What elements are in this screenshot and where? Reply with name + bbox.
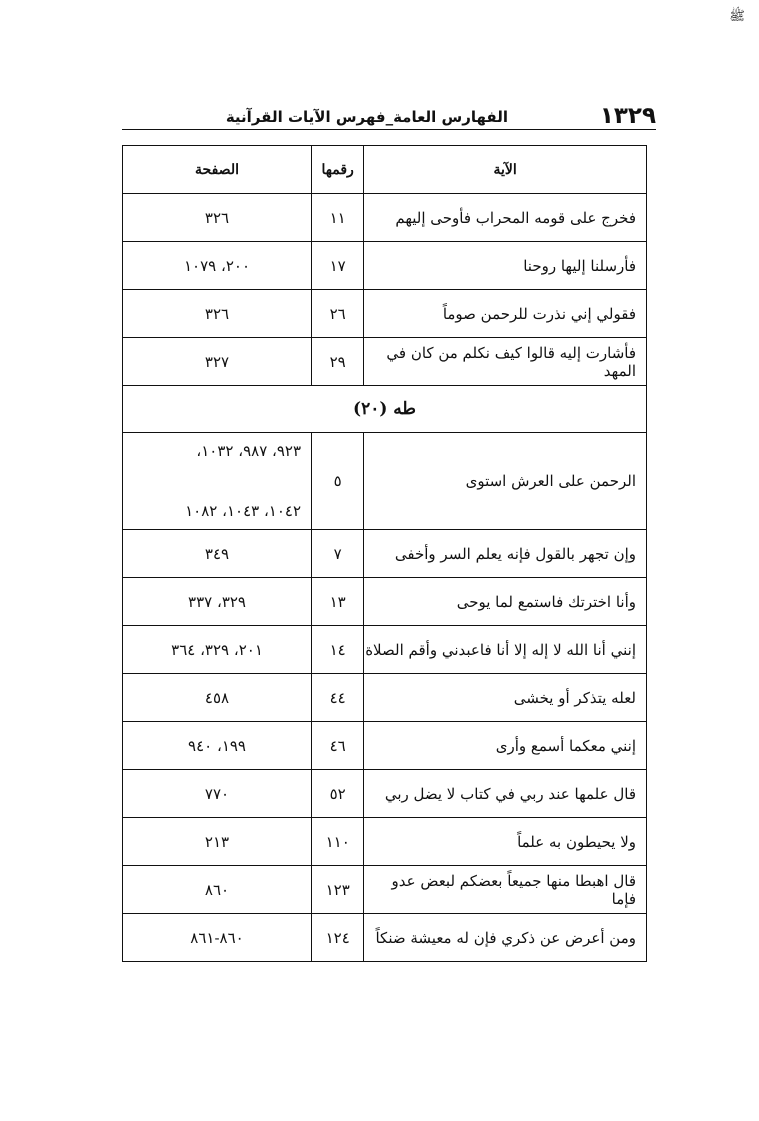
- verse-number-cell: ١١٠: [312, 818, 364, 866]
- verse-cell: الرحمن على العرش استوى: [364, 433, 647, 530]
- verse-cell: فأرسلنا إليها روحنا: [364, 242, 647, 290]
- page-cell: [123, 433, 312, 530]
- page-cell: ٣٢٦: [123, 290, 312, 338]
- verse-index-table: [122, 145, 647, 962]
- verse-cell: إنني أنا الله لا إله إلا أنا فاعبدني وأقم الصلاة: [364, 626, 647, 674]
- table-row: [123, 770, 647, 818]
- page-number: ١٣٢٩: [599, 103, 656, 129]
- table-row: [123, 290, 647, 338]
- verse-number-cell: ٢٩: [312, 338, 364, 386]
- verse-cell: فخرج على قومه المحراب فأوحى إليهم: [364, 194, 647, 242]
- verse-cell: قال اهبطا منها جميعاً بعضكم لبعض عدو فإما: [364, 866, 647, 914]
- table-row: [123, 674, 647, 722]
- verse-cell: وإن تجهر بالقول فإنه يعلم السر وأخفى: [364, 530, 647, 578]
- corner-mark: ﷺ: [729, 9, 745, 24]
- header-verse: الآية: [364, 146, 647, 194]
- table-row: [123, 530, 647, 578]
- verse-cell: ولا يحيطون به علماً: [364, 818, 647, 866]
- table-row: [123, 433, 647, 530]
- page-cell: ٣٤٩: [123, 530, 312, 578]
- page-cell: ٤٥٨: [123, 674, 312, 722]
- verse-number-cell: ١١: [312, 194, 364, 242]
- header-page: الصفحة: [123, 146, 312, 194]
- page-cell: ٨٦٠: [123, 866, 312, 914]
- page-cell: ٢٠١، ٣٢٩، ٣٦٤: [123, 626, 312, 674]
- verse-number-cell: ١٧: [312, 242, 364, 290]
- verse-number-cell: ١٢٣: [312, 866, 364, 914]
- page-cell: ٣٢٧: [123, 338, 312, 386]
- table-row: [123, 338, 647, 386]
- verse-number-cell: ١٤: [312, 626, 364, 674]
- verse-number-cell: ٥: [312, 433, 364, 530]
- table-row: [123, 626, 647, 674]
- page-cell: ١٩٩، ٩٤٠: [123, 722, 312, 770]
- verse-number-cell: ٢٦: [312, 290, 364, 338]
- verse-number-cell: ١٢٤: [312, 914, 364, 962]
- verse-cell: لعله يتذكر أو يخشى: [364, 674, 647, 722]
- page-line-2: ١٠٤٢، ١٠٤٣، ١٠٨٢: [185, 502, 302, 520]
- verse-number-cell: ٤٤: [312, 674, 364, 722]
- page-cell: ٢١٣: [123, 818, 312, 866]
- page-header: [122, 103, 656, 130]
- verse-cell: ومن أعرض عن ذكري فإن له معيشة ضنكاً: [364, 914, 647, 962]
- verse-cell: فقولي إني نذرت للرحمن صوماً: [364, 290, 647, 338]
- table-row: [123, 866, 647, 914]
- page-line-1: ٩٢٣، ٩٨٧، ١٠٣٢،: [196, 442, 302, 460]
- page-cell: ٢٠٠، ١٠٧٩: [123, 242, 312, 290]
- surah-heading: طه (٢٠): [123, 386, 647, 433]
- verse-number-cell: ١٣: [312, 578, 364, 626]
- page-cell: ٨٦٠-٨٦١: [123, 914, 312, 962]
- verse-cell: إنني معكما أسمع وأرى: [364, 722, 647, 770]
- verse-number-cell: ٥٢: [312, 770, 364, 818]
- table-row: [123, 722, 647, 770]
- page-cell: ٣٢٩، ٣٣٧: [123, 578, 312, 626]
- table-row: [123, 194, 647, 242]
- table-header-row: [123, 146, 647, 194]
- verse-number-cell: ٤٦: [312, 722, 364, 770]
- surah-heading-row: [123, 386, 647, 433]
- verse-number-cell: ٧: [312, 530, 364, 578]
- verse-cell: فأشارت إليه قالوا كيف نكلم من كان في المهد: [364, 338, 647, 386]
- table-row: [123, 242, 647, 290]
- page-title: الفهارس العامة_فهرس الآيات القرآنية: [225, 108, 508, 126]
- page-cell: ٧٧٠: [123, 770, 312, 818]
- verse-cell: وأنا اخترتك فاستمع لما يوحى: [364, 578, 647, 626]
- verse-cell: قال علمها عند ربي في كتاب لا يضل ربي: [364, 770, 647, 818]
- table-row: [123, 578, 647, 626]
- page-cell: ٣٢٦: [123, 194, 312, 242]
- table-row: [123, 818, 647, 866]
- header-number: رقمها: [312, 146, 364, 194]
- table-row: [123, 914, 647, 962]
